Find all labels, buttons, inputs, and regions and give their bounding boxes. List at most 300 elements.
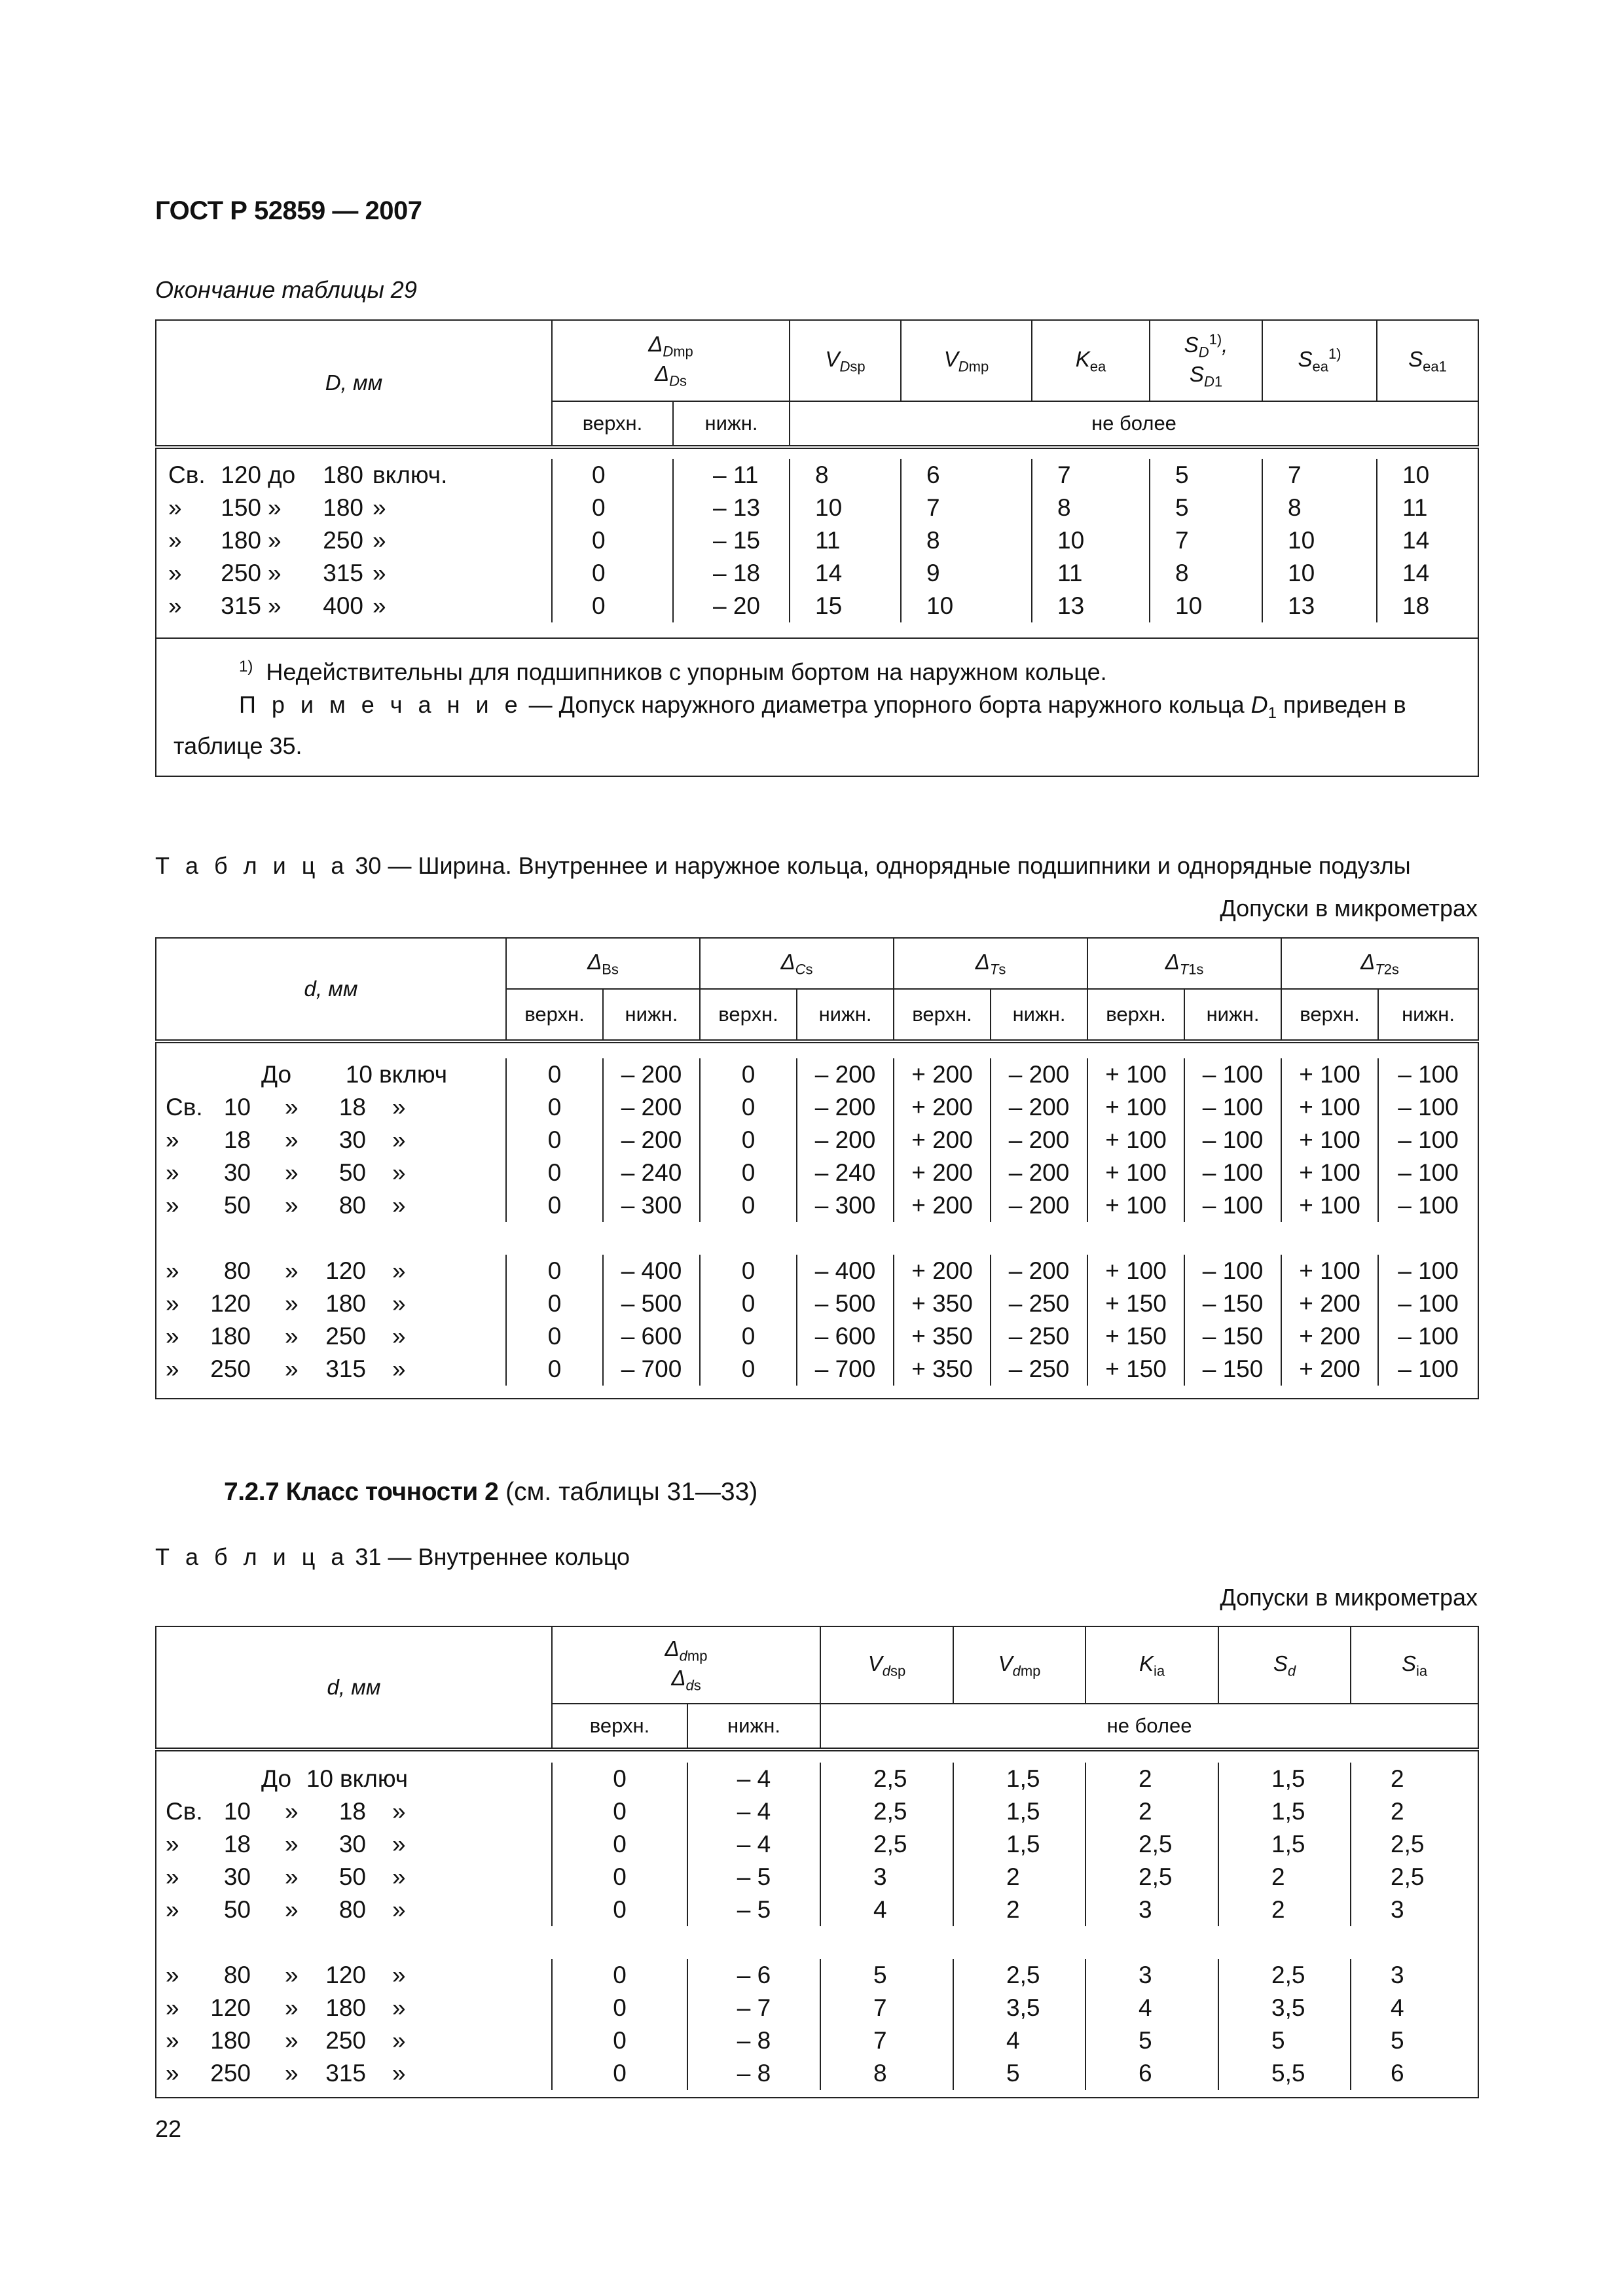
- table-cell: 5: [820, 1959, 953, 1992]
- table-cell: – 4: [687, 1763, 820, 1795]
- table-cell: – 100: [1184, 1058, 1281, 1091]
- range-part: »: [166, 2027, 179, 2054]
- range-part: До: [261, 1765, 292, 1792]
- table-cell: – 240: [797, 1157, 894, 1189]
- table-cell: 10: [790, 492, 901, 524]
- table-cell: – 4: [687, 1828, 820, 1861]
- table-cell: 7: [820, 1992, 953, 2024]
- range-part: »: [285, 1290, 299, 1317]
- range-part: 315: [323, 560, 363, 586]
- table-cell: – 100: [1378, 1320, 1478, 1353]
- table-cell: – 250: [991, 1320, 1087, 1353]
- range-part: »: [285, 1192, 299, 1219]
- table-cell: 6: [901, 459, 1032, 492]
- table-cell: – 300: [603, 1189, 700, 1222]
- table-cell: 0: [552, 590, 673, 622]
- table-cell: 10: [1032, 524, 1150, 557]
- range-part: 250: [210, 2060, 251, 2087]
- range-part: 250: [325, 1323, 366, 1350]
- range-part: »: [168, 527, 182, 554]
- table-cell: 2: [1351, 1763, 1478, 1795]
- table30-col-dbs: $\Delta_{Bs}$: [506, 938, 700, 989]
- range-cell: [156, 1058, 506, 1091]
- table-cell: – 200: [797, 1124, 894, 1157]
- table-cell: – 150: [1184, 1287, 1281, 1320]
- range-cell: [156, 1157, 506, 1189]
- range-part: »: [166, 1831, 179, 1857]
- table-row: [156, 2024, 1478, 2057]
- range-part: Св.: [166, 1798, 203, 1825]
- range-part: »: [285, 1896, 299, 1923]
- table-row: [156, 1795, 1478, 1828]
- table-row: [156, 1124, 1478, 1157]
- table-cell: 0: [552, 2024, 687, 2057]
- range-part: »: [166, 1290, 179, 1317]
- table30-units: Допуски в микрометрах: [1220, 895, 1478, 922]
- table-cell: – 300: [797, 1189, 894, 1222]
- range-part: 250: [221, 560, 261, 586]
- table-cell: 0: [552, 524, 673, 557]
- table-cell: – 20: [673, 590, 790, 622]
- range-part: »: [166, 1355, 179, 1382]
- table-cell: + 100: [1281, 1157, 1378, 1189]
- range-part: »: [373, 494, 386, 521]
- range-part: 180: [323, 461, 363, 488]
- range-part: »: [166, 2060, 179, 2087]
- table30-upper: верхн.: [1281, 989, 1378, 1041]
- range-part: »: [268, 592, 282, 619]
- table-cell: 5: [1150, 459, 1262, 492]
- table31-col-kia: $K_{ia}$: [1085, 1626, 1218, 1704]
- range-part: 10: [306, 1765, 333, 1792]
- table-cell: – 600: [797, 1320, 894, 1353]
- table-cell: – 400: [603, 1255, 700, 1287]
- table-cell: + 350: [894, 1320, 991, 1353]
- range-part: Св.: [168, 461, 206, 488]
- table-cell: 11: [1377, 492, 1478, 524]
- table-cell: 10: [901, 590, 1032, 622]
- table-row: [156, 557, 1478, 590]
- table-cell: 10: [1262, 524, 1377, 557]
- range-part: »: [285, 1257, 299, 1284]
- table-cell: 0: [700, 1189, 797, 1222]
- table-cell: 2: [1085, 1795, 1218, 1828]
- range-part: 30: [223, 1159, 251, 1186]
- range-part: 180: [325, 1994, 366, 2021]
- table-cell: 4: [820, 1893, 953, 1926]
- table-cell: 11: [1032, 557, 1150, 590]
- range-part: »: [392, 1896, 406, 1923]
- table-cell: 14: [1377, 557, 1478, 590]
- table-cell: 3: [1085, 1959, 1218, 1992]
- range-cell: [156, 2024, 552, 2057]
- range-part: 50: [338, 1863, 366, 1890]
- table29-lower: нижн.: [673, 401, 790, 447]
- range-part: »: [373, 527, 386, 554]
- range-part: »: [168, 592, 182, 619]
- range-part: »: [392, 2060, 406, 2087]
- table-cell: 14: [790, 557, 901, 590]
- table-cell: 4: [1085, 1992, 1218, 2024]
- range-part: »: [392, 1192, 406, 1219]
- table29-upper: верхн.: [552, 401, 673, 447]
- table-cell: 1,5: [953, 1763, 1085, 1795]
- table-cell: – 100: [1378, 1353, 1478, 1386]
- range-part: 150: [221, 494, 261, 521]
- table-cell: – 200: [603, 1058, 700, 1091]
- table-cell: – 100: [1378, 1287, 1478, 1320]
- range-part: »: [285, 1831, 299, 1857]
- table30-col-dts: $\Delta_{Ts}$: [894, 938, 1087, 989]
- table30-lower: нижн.: [1184, 989, 1281, 1041]
- table-row: [156, 1058, 1478, 1091]
- table-cell: 0: [552, 1893, 687, 1926]
- range-part: 30: [338, 1831, 366, 1857]
- table-cell: 3: [1085, 1893, 1218, 1926]
- range-part: »: [392, 1257, 406, 1284]
- table29-col-d: D, мм: [156, 320, 552, 447]
- table-row: [156, 1959, 1478, 1992]
- table-cell: – 700: [797, 1353, 894, 1386]
- table-cell: 6: [1085, 2057, 1218, 2090]
- table31-lower: нижн.: [687, 1704, 820, 1749]
- table-cell: – 200: [603, 1124, 700, 1157]
- table-cell: 0: [506, 1157, 603, 1189]
- table-cell: + 100: [1281, 1189, 1378, 1222]
- range-part: »: [392, 1159, 406, 1186]
- table-cell: 0: [506, 1353, 603, 1386]
- range-part: 50: [338, 1159, 366, 1186]
- table-cell: 2,5: [820, 1763, 953, 1795]
- range-part: »: [166, 1192, 179, 1219]
- table-cell: – 500: [797, 1287, 894, 1320]
- range-part: 10: [223, 1798, 251, 1825]
- table-cell: + 100: [1087, 1189, 1184, 1222]
- range-part: 315: [325, 2060, 366, 2087]
- table-cell: 2: [1085, 1763, 1218, 1795]
- table-cell: 8: [790, 459, 901, 492]
- table-cell: – 200: [603, 1091, 700, 1124]
- table-cell: 10: [1377, 459, 1478, 492]
- table31-caption: Т а б л и ц а 31 — Внутреннее кольцо: [155, 1543, 630, 1570]
- table-cell: 1,5: [1218, 1763, 1351, 1795]
- table29-footnote: $^{1)}$ Недействительны для подшипников с упорным бортом на наружном кольце.: [239, 658, 1107, 685]
- table-cell: 0: [552, 1861, 687, 1893]
- range-part: »: [373, 592, 386, 619]
- range-part: »: [268, 527, 282, 554]
- table-cell: + 350: [894, 1353, 991, 1386]
- range-cell: [156, 459, 552, 492]
- table-cell: – 200: [797, 1091, 894, 1124]
- table-row: [156, 1189, 1478, 1222]
- table-cell: 3,5: [1218, 1992, 1351, 2024]
- table-cell: + 200: [894, 1058, 991, 1091]
- range-part: 80: [338, 1192, 366, 1219]
- range-cell: [156, 557, 552, 590]
- table-cell: 2,5: [953, 1959, 1085, 1992]
- table-row: [156, 1287, 1478, 1320]
- range-part: »: [285, 1126, 299, 1153]
- range-part: »: [392, 1863, 406, 1890]
- table-cell: 8: [1032, 492, 1150, 524]
- table-cell: – 5: [687, 1893, 820, 1926]
- range-part: »: [392, 2027, 406, 2054]
- table-cell: 3: [820, 1861, 953, 1893]
- range-part: 180: [210, 2027, 251, 2054]
- range-cell: [156, 1861, 552, 1893]
- table-cell: 0: [506, 1320, 603, 1353]
- table-cell: – 100: [1378, 1255, 1478, 1287]
- table-cell: – 200: [797, 1058, 894, 1091]
- range-part: »: [285, 1094, 299, 1121]
- table-cell: 0: [552, 1763, 687, 1795]
- table-cell: 7: [1150, 524, 1262, 557]
- table-cell: 2,5: [1351, 1861, 1478, 1893]
- table-cell: – 100: [1184, 1157, 1281, 1189]
- range-part: »: [166, 1159, 179, 1186]
- range-cell: [156, 590, 552, 622]
- table30-col-dt2s: $\Delta_{T2s}$: [1281, 938, 1478, 989]
- table-cell: 2: [953, 1893, 1085, 1926]
- table-cell: – 700: [603, 1353, 700, 1386]
- table29-col-vdsp: $V_{Dsp}$: [790, 320, 901, 401]
- table-cell: 2: [1218, 1893, 1351, 1926]
- table31-col-vdmp: $V_{dmp}$: [953, 1626, 1085, 1704]
- table-cell: 7: [1032, 459, 1150, 492]
- range-cell: [156, 1287, 506, 1320]
- range-part: 180: [210, 1323, 251, 1350]
- table31-upper: верхн.: [552, 1704, 687, 1749]
- table30-col-d: d, мм: [156, 938, 506, 1041]
- table-row: [156, 590, 1478, 622]
- table29-note: П р и м е ч а н и е — Допуск наружного диаметра упорного борта наружного кольца $D_1$ приведен в таблице 35.: [173, 691, 1406, 760]
- table-cell: 0: [700, 1255, 797, 1287]
- table-row: [156, 1255, 1478, 1287]
- table31-col-sd: $S_d$: [1218, 1626, 1351, 1704]
- range-part: 10: [345, 1061, 373, 1088]
- table-cell: 5: [1218, 2024, 1351, 2057]
- range-part: 120: [210, 1290, 251, 1317]
- range-part: 18: [338, 1094, 366, 1121]
- table-cell: + 200: [894, 1189, 991, 1222]
- table29: [155, 319, 1479, 777]
- table-cell: 2,5: [1218, 1959, 1351, 1992]
- section-heading: 7.2.7 Класс точности 2 (см. таблицы 31—33): [224, 1478, 758, 1506]
- table-cell: 11: [790, 524, 901, 557]
- table-cell: 0: [700, 1353, 797, 1386]
- range-part: »: [166, 1994, 179, 2021]
- table-cell: – 6: [687, 1959, 820, 1992]
- table-cell: – 200: [991, 1124, 1087, 1157]
- table-cell: – 150: [1184, 1320, 1281, 1353]
- table-cell: 0: [700, 1124, 797, 1157]
- table31: [155, 1626, 1479, 2098]
- range-cell: [156, 1189, 506, 1222]
- table-cell: + 200: [894, 1124, 991, 1157]
- range-cell: [156, 1320, 506, 1353]
- table-cell: 0: [700, 1320, 797, 1353]
- table-cell: – 100: [1378, 1058, 1478, 1091]
- range-part: »: [392, 1290, 406, 1317]
- range-part: »: [392, 1126, 406, 1153]
- table-cell: 1,5: [1218, 1828, 1351, 1861]
- range-part: »: [166, 1126, 179, 1153]
- range-part: 315: [325, 1355, 366, 1382]
- table-cell: – 18: [673, 557, 790, 590]
- table-cell: – 100: [1184, 1091, 1281, 1124]
- table-cell: 0: [506, 1287, 603, 1320]
- range-part: »: [285, 2060, 299, 2087]
- table-cell: + 150: [1087, 1287, 1184, 1320]
- table-cell: + 200: [1281, 1287, 1378, 1320]
- table-cell: + 100: [1087, 1058, 1184, 1091]
- table-cell: – 8: [687, 2057, 820, 2090]
- table30-upper: верхн.: [1087, 989, 1184, 1041]
- table-cell: + 200: [1281, 1353, 1378, 1386]
- range-cell: [156, 1828, 552, 1861]
- table-row: [156, 1157, 1478, 1189]
- table30-lower: нижн.: [603, 989, 700, 1041]
- table-cell: 0: [506, 1058, 603, 1091]
- table-cell: – 200: [991, 1091, 1087, 1124]
- table-cell: – 240: [603, 1157, 700, 1189]
- range-cell: [156, 524, 552, 557]
- table-cell: 1,5: [953, 1795, 1085, 1828]
- table-cell: + 100: [1281, 1124, 1378, 1157]
- table-cell: 0: [506, 1124, 603, 1157]
- table-cell: + 200: [1281, 1320, 1378, 1353]
- range-part: включ: [340, 1765, 409, 1792]
- range-part: »: [285, 1962, 299, 1988]
- table29-col-kea: $K_{ea}$: [1032, 320, 1150, 401]
- range-part: 180: [323, 494, 363, 521]
- range-part: »: [285, 1863, 299, 1890]
- table-cell: 0: [700, 1091, 797, 1124]
- table-cell: – 250: [991, 1287, 1087, 1320]
- table-cell: 0: [700, 1058, 797, 1091]
- table-cell: + 200: [894, 1255, 991, 1287]
- table-cell: 2: [1218, 1861, 1351, 1893]
- table-cell: 8: [901, 524, 1032, 557]
- table29-caption: Окончание таблицы 29: [155, 276, 417, 303]
- table-cell: + 100: [1087, 1091, 1184, 1124]
- table-cell: 0: [552, 1992, 687, 2024]
- table-cell: 8: [1150, 557, 1262, 590]
- table-cell: – 15: [673, 524, 790, 557]
- range-cell: [156, 492, 552, 524]
- table-cell: – 100: [1184, 1189, 1281, 1222]
- range-part: до: [268, 461, 296, 488]
- range-part: »: [392, 1831, 406, 1857]
- range-cell: [156, 1763, 552, 1795]
- range-part: 80: [338, 1896, 366, 1923]
- document-code: ГОСТ Р 52859 — 2007: [155, 196, 422, 225]
- range-part: включ: [379, 1061, 448, 1088]
- range-cell: [156, 1959, 552, 1992]
- table-cell: – 5: [687, 1861, 820, 1893]
- range-part: »: [285, 1159, 299, 1186]
- range-part: »: [166, 1323, 179, 1350]
- table-cell: 0: [700, 1287, 797, 1320]
- table31-col-d: d, мм: [156, 1626, 552, 1749]
- range-part: »: [392, 1355, 406, 1382]
- range-cell: [156, 1124, 506, 1157]
- range-part: 50: [223, 1896, 251, 1923]
- table-cell: 5: [1150, 492, 1262, 524]
- table-cell: – 250: [991, 1353, 1087, 1386]
- range-part: »: [268, 494, 282, 521]
- table-cell: + 150: [1087, 1353, 1184, 1386]
- table-cell: – 8: [687, 2024, 820, 2057]
- table-row: [156, 1763, 1478, 1795]
- range-part: 250: [325, 2027, 366, 2054]
- range-cell: [156, 1992, 552, 2024]
- range-part: »: [392, 1798, 406, 1825]
- table30: [155, 937, 1479, 1399]
- table-cell: – 400: [797, 1255, 894, 1287]
- range-part: 180: [221, 527, 261, 554]
- table-cell: 5,5: [1218, 2057, 1351, 2090]
- range-part: »: [392, 1994, 406, 2021]
- table-cell: 5: [953, 2057, 1085, 2090]
- range-part: »: [168, 494, 182, 521]
- table-cell: 0: [506, 1255, 603, 1287]
- table-cell: – 100: [1378, 1091, 1478, 1124]
- range-part: 250: [323, 527, 363, 554]
- range-cell: [156, 1893, 552, 1926]
- table-cell: 14: [1377, 524, 1478, 557]
- table-row: [156, 1992, 1478, 2024]
- table-cell: 8: [1262, 492, 1377, 524]
- table-cell: 6: [1351, 2057, 1478, 2090]
- range-part: 250: [210, 1355, 251, 1382]
- table-cell: 3,5: [953, 1992, 1085, 2024]
- table-cell: 7: [901, 492, 1032, 524]
- table30-lower: нижн.: [991, 989, 1087, 1041]
- table-cell: 0: [552, 557, 673, 590]
- table-cell: – 200: [991, 1189, 1087, 1222]
- range-part: 18: [223, 1831, 251, 1857]
- table-cell: + 150: [1087, 1320, 1184, 1353]
- range-part: 400: [323, 592, 363, 619]
- table-cell: – 100: [1378, 1124, 1478, 1157]
- table-cell: 0: [552, 459, 673, 492]
- table-cell: – 100: [1184, 1255, 1281, 1287]
- table-cell: 0: [552, 2057, 687, 2090]
- table-cell: 0: [700, 1157, 797, 1189]
- table30-caption: Т а б л и ц а 30 — Ширина. Внутреннее и наружное кольца, однорядные подшипники и однорядные подузлы: [155, 852, 1411, 879]
- range-part: 30: [223, 1863, 251, 1890]
- table-cell: + 100: [1281, 1091, 1378, 1124]
- table-cell: 13: [1032, 590, 1150, 622]
- table31-not-more: не более: [820, 1704, 1478, 1749]
- table-row: [156, 492, 1478, 524]
- range-part: 80: [223, 1962, 251, 1988]
- table-cell: 0: [506, 1091, 603, 1124]
- range-part: 120: [325, 1257, 366, 1284]
- table-cell: 0: [552, 1795, 687, 1828]
- table29-not-more: не более: [790, 401, 1478, 447]
- table-cell: 0: [552, 492, 673, 524]
- table-cell: 2: [953, 1861, 1085, 1893]
- table-cell: 1,5: [953, 1828, 1085, 1861]
- range-cell: [156, 1255, 506, 1287]
- table-cell: + 200: [894, 1157, 991, 1189]
- range-part: 315: [221, 592, 261, 619]
- table-cell: + 100: [1087, 1124, 1184, 1157]
- table-cell: – 200: [991, 1255, 1087, 1287]
- table-cell: 9: [901, 557, 1032, 590]
